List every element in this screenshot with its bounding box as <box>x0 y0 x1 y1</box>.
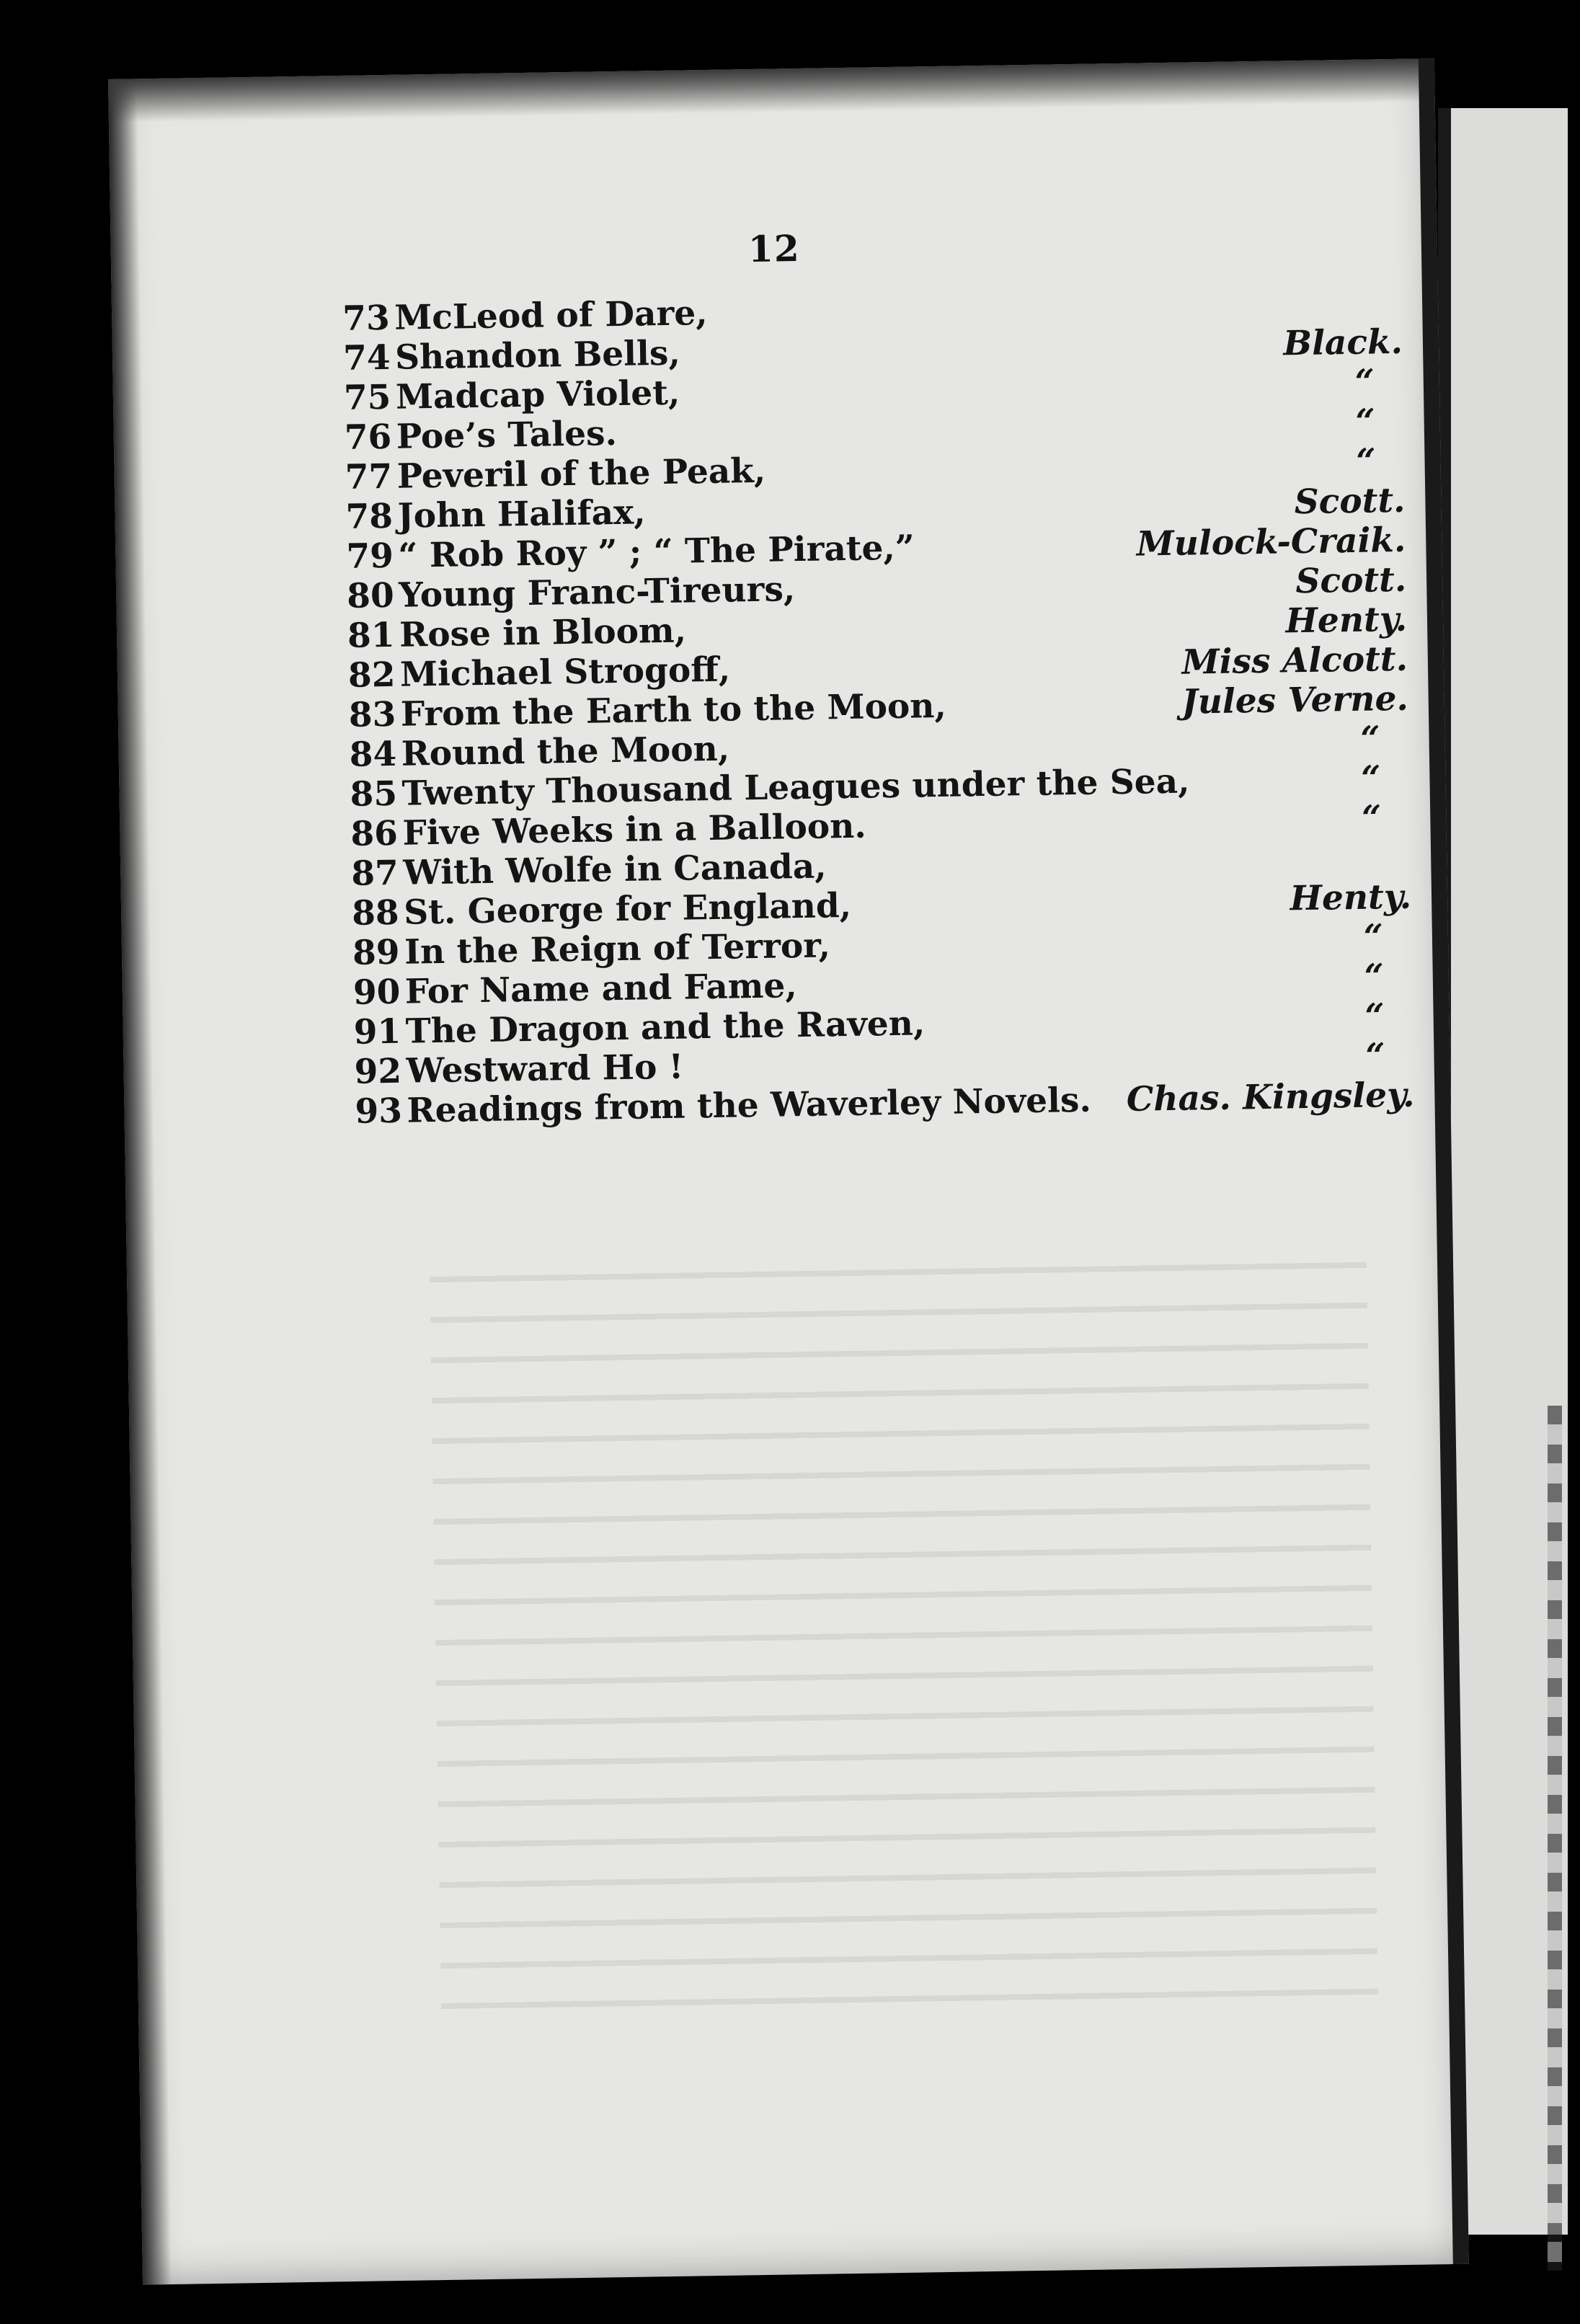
entry-title: Round the Moon, <box>401 729 730 774</box>
entry-title: Young Franc-Tireurs, <box>398 569 796 616</box>
entry-author: Miss Alcott. <box>1181 639 1408 683</box>
entry-author: “ <box>1363 917 1384 957</box>
entry-title: From the Earth to the Moon, <box>400 686 947 735</box>
show-through-text <box>430 1242 1378 2013</box>
entry-title: Madcap Violet, <box>395 373 680 417</box>
page-top-shadow <box>108 58 1435 123</box>
entry-author: “ <box>1361 798 1382 838</box>
page-left-shadow <box>108 79 172 2284</box>
entry-number: 84 <box>349 734 397 775</box>
entry-author: “ <box>1354 362 1375 402</box>
entry-number: 75 <box>343 377 391 418</box>
entry-number: 76 <box>344 417 392 458</box>
entry-author: “ <box>1364 957 1385 997</box>
entry-number: 88 <box>351 892 400 933</box>
entry-number: 90 <box>352 972 401 1013</box>
binding-stitch-marks <box>1548 1406 1562 2271</box>
entry-number: 78 <box>345 496 394 537</box>
entry-title: Readings from the Waverley Novels. <box>407 1080 1092 1131</box>
entry-number: 79 <box>346 536 394 577</box>
entry-author: “ <box>1356 441 1376 482</box>
entry-title: Shandon Bells, <box>394 333 681 378</box>
entry-number: 77 <box>345 456 393 497</box>
entry-title: The Dragon and the Raven, <box>405 1003 926 1052</box>
entry-number: 91 <box>353 1011 401 1052</box>
entry-number: 92 <box>354 1051 402 1092</box>
entry-number: 87 <box>350 853 399 894</box>
entry-author: Henty. <box>1290 877 1412 919</box>
entry-number: 81 <box>347 615 396 656</box>
entry-number: 82 <box>347 655 396 696</box>
entry-number: 83 <box>348 694 396 735</box>
entry-author: Scott. <box>1295 559 1407 602</box>
entry-title: St. George for England, <box>403 885 852 933</box>
entry-author: “ <box>1360 758 1381 799</box>
entry-title: Five Weeks in a Balloon. <box>402 806 867 853</box>
entry-author: Black. <box>1282 321 1403 364</box>
entry-author: Jules Verne. <box>1181 678 1409 722</box>
entry-title: With Wolfe in Canada, <box>402 846 827 893</box>
entry-number: 89 <box>352 932 400 973</box>
entry-author: Chas. Kingsley. <box>1126 1075 1415 1119</box>
entry-number: 80 <box>346 575 395 616</box>
entry-number: 86 <box>350 813 399 854</box>
entry-author: “ <box>1355 402 1376 442</box>
entry-title: For Name and Fame, <box>404 966 798 1012</box>
entry-author: Scott. <box>1294 480 1406 523</box>
entry-title: McLeod of Dare, <box>394 293 708 338</box>
entry-number: 93 <box>355 1091 403 1132</box>
entry-author: Henty. <box>1285 599 1408 642</box>
entry-title: In the Reign of Terror, <box>404 926 831 972</box>
entry-title: Twenty Thousand Leagues under the Sea, <box>401 761 1190 814</box>
entry-title: Poe’s Tales. <box>396 413 618 457</box>
entry-title: Rose in Bloom, <box>399 611 687 655</box>
entry-author: “ <box>1360 719 1381 759</box>
entry-author: Mulock-Craik. <box>1136 520 1406 564</box>
entry-author: “ <box>1365 1036 1385 1076</box>
entry-title: Michael Strogoff, <box>399 649 731 695</box>
entry-title: John Halifax, <box>397 492 646 536</box>
entry-title: Westward Ho ! <box>406 1047 684 1091</box>
entry-number: 73 <box>342 298 391 339</box>
entry-title: “ Rob Roy ” ; “ The Pirate,” <box>398 528 915 576</box>
entry-title: Peveril of the Peak, <box>396 451 766 497</box>
entry-author: “ <box>1364 996 1385 1037</box>
page-number: 12 <box>747 226 801 271</box>
book-page <box>108 58 1469 2285</box>
entry-number: 85 <box>350 773 398 815</box>
entry-number: 74 <box>342 337 391 378</box>
book-list <box>342 283 1415 1132</box>
